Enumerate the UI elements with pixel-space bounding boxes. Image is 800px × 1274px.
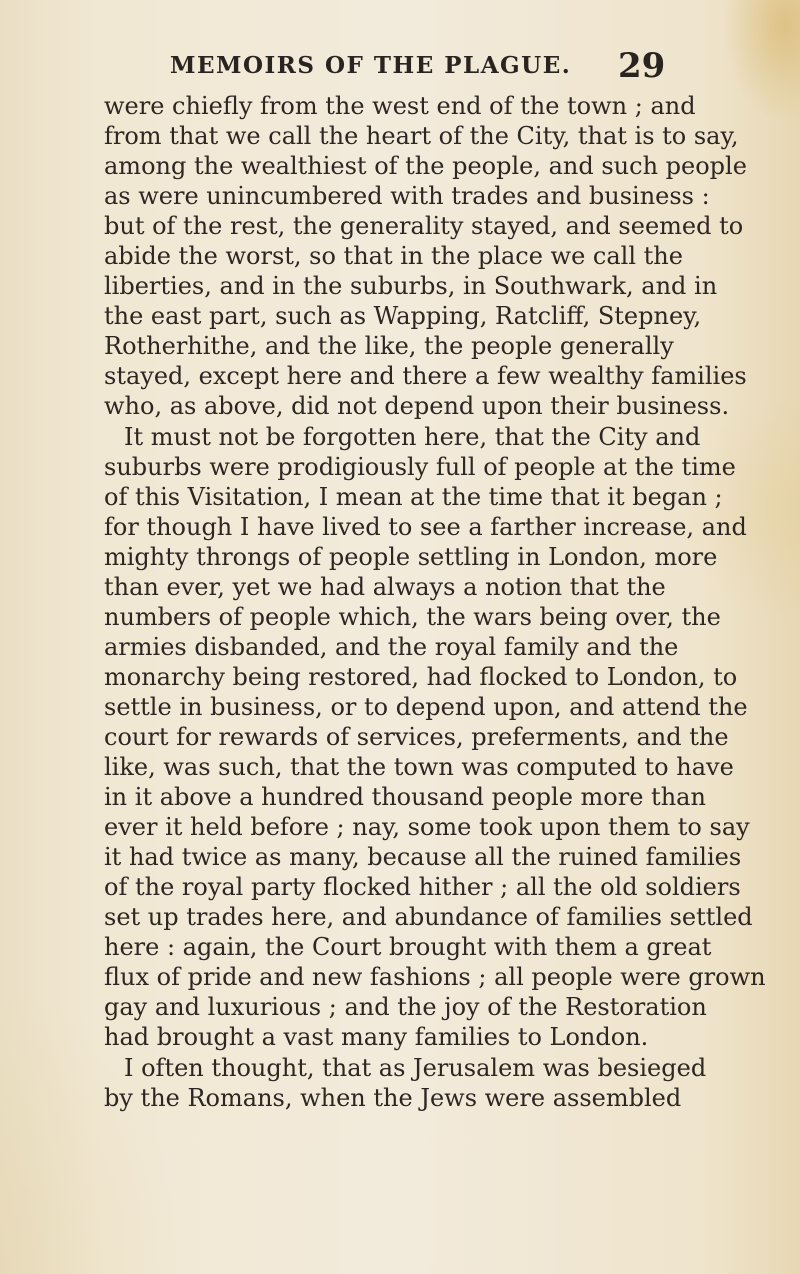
text-line: mighty throngs of people settling in London, more — [104, 542, 718, 571]
text-line: I often thought, that as Jerusalem was besieged — [124, 1053, 707, 1082]
text-line: it had twice as many, because all the ruined families — [104, 843, 742, 872]
text-line: from that we call the heart of the City, that is to say, — [104, 122, 739, 151]
text-line: court for rewards of services, preferments, and the — [104, 722, 729, 751]
text-line: of this Visitation, I mean at the time that it began ; — [104, 482, 723, 511]
text-line: by the Romans, when the Jews were assembled — [104, 1083, 682, 1112]
text-line: Rotherhithe, and the like, the people generally — [104, 332, 674, 361]
text-line: of the royal party flocked hither ; all the old soldiers — [104, 873, 741, 902]
text-line: in it above a hundred thousand people more than — [104, 783, 706, 812]
text-line: like, was such, that the town was computed to have — [104, 753, 734, 782]
text-line: settle in business, or to depend upon, and attend the — [104, 692, 748, 721]
text-line: the east part, such as Wapping, Ratcliff, Stepney, — [104, 302, 702, 331]
text-line: here : again, the Court brought with them a great — [104, 933, 712, 962]
text-line: who, as above, did not depend upon their business. — [104, 392, 730, 421]
text-line: monarchy being restored, had flocked to London, to — [104, 662, 738, 691]
text-line: armies disbanded, and the royal family and the — [104, 632, 679, 661]
text-line: than ever, yet we had always a notion that the — [104, 572, 666, 601]
text-line: as were unincumbered with trades and business : — [104, 182, 710, 211]
text-line: among the wealthiest of the people, and such people — [104, 152, 747, 181]
text-line: flux of pride and new fashions ; all people were grown — [104, 963, 766, 992]
running-title: MEMOIRS OF THE PLAGUE. — [170, 52, 572, 79]
text-line: for though I have lived to see a farther increase, and — [104, 512, 747, 541]
text-line: had brought a vast many families to London. — [104, 1023, 649, 1052]
text-line: set up trades here, and abundance of families settled — [104, 903, 753, 932]
text-line: abide the worst, so that in the place we call the — [104, 242, 683, 271]
text-line: It must not be forgotten here, that the City and — [124, 422, 701, 451]
text-line: numbers of people which, the wars being over, the — [104, 602, 721, 631]
text-line: were chiefly from the west end of the town ; and — [104, 92, 696, 120]
body-text — [104, 91, 766, 1113]
text-line: gay and luxurious ; and the joy of the Restoration — [104, 993, 707, 1022]
text-line: stayed, except here and there a few wealthy families — [104, 362, 747, 391]
text-line: liberties, and in the suburbs, in Southwark, and in — [104, 272, 718, 301]
page-number: 29 — [618, 46, 666, 86]
text-line: but of the rest, the generality stayed, and seemed to — [104, 212, 744, 241]
text-line: suburbs were prodigiously full of people at the time — [104, 452, 736, 481]
text-line: ever it held before ; nay, some took upon them to say — [104, 813, 750, 842]
